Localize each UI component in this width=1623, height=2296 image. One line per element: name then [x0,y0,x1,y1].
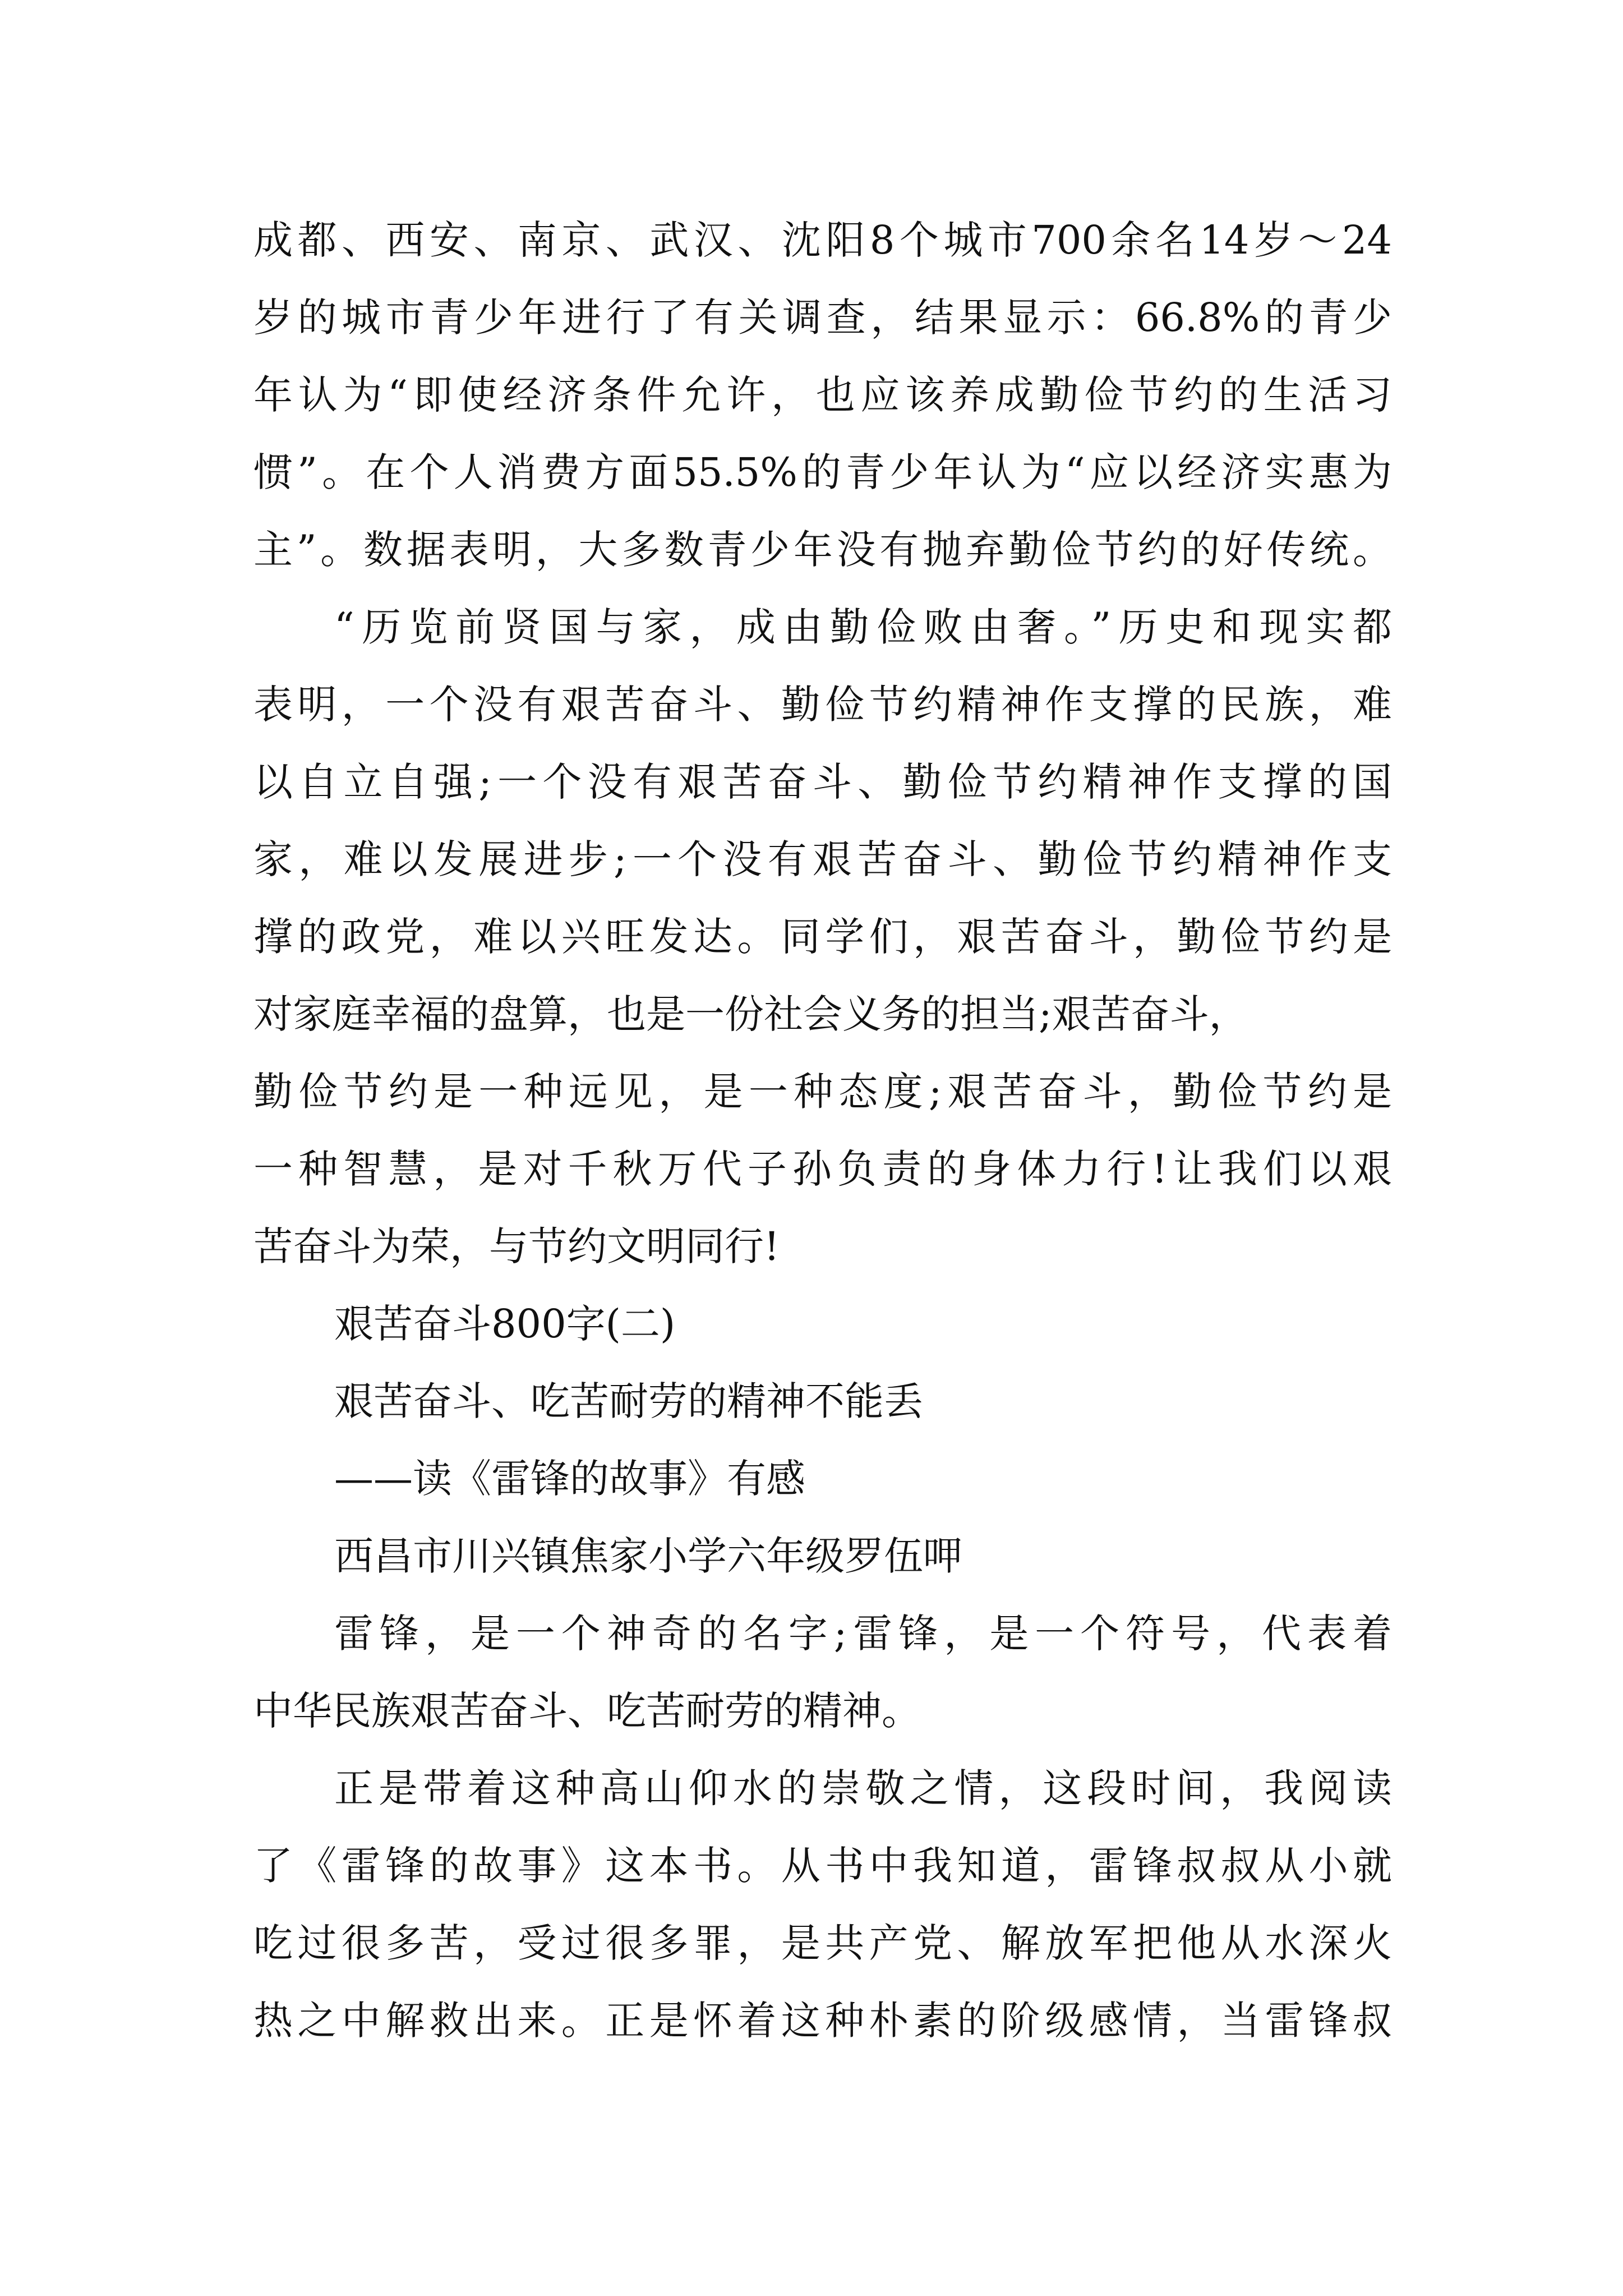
paragraph-line: 了《雷锋的故事》这本书。从书中我知道，雷锋叔叔从小就 [253,1843,1392,1889]
paragraph-line: 苦奋斗为荣，与节约文明同行! [253,1223,780,1269]
paragraph-line: 年认为“即使经济条件允许，也应该养成勤俭节约的生活习 [253,372,1392,418]
paragraph-line: 中华民族艰苦奋斗、吃苦耐劳的精神。 [253,1688,921,1734]
article-title: 艰苦奋斗、吃苦耐劳的精神不能丢 [334,1378,923,1424]
paragraph-line: 一种智慧，是对千秋万代子孙负责的身体力行!让我们以艰 [253,1146,1392,1192]
paragraph-line: 岁的城市青少年进行了有关调查，结果显示：66.8%的青少 [253,295,1392,341]
paragraph-line: 成都、西安、南京、武汉、沈阳8个城市700余名14岁～24 [253,217,1392,263]
article-author: 西昌市川兴镇焦家小学六年级罗伍呷 [334,1533,962,1579]
paragraph-line: 吃过很多苦，受过很多罪，是共产党、解放军把他从水深火 [253,1920,1392,1966]
section-heading: 艰苦奋斗800字(二) [334,1301,676,1347]
paragraph-line: 表明，一个没有艰苦奋斗、勤俭节约精神作支撑的民族，难 [253,682,1392,728]
paragraph-line: 对家庭幸福的盘算，也是一份社会义务的担当;艰苦奋斗， [253,991,1248,1037]
paragraph-line: 惯”。在个人消费方面55.5%的青少年认为“应以经济实惠为 [253,449,1392,495]
paragraph-line: 主”。数据表明，大多数青少年没有抛弃勤俭节约的好传统。 [253,527,1392,573]
paragraph-line: 雷锋，是一个神奇的名字;雷锋，是一个符号，代表着 [334,1611,1392,1657]
paragraph-line: 正是带着这种高山仰水的崇敬之情，这段时间，我阅读 [334,1765,1392,1811]
paragraph-line: 热之中解救出来。正是怀着这种朴素的阶级感情，当雷锋叔 [253,1998,1392,2044]
paragraph-line: 勤俭节约是一种远见，是一种态度;艰苦奋斗，勤俭节约是 [253,1069,1392,1115]
paragraph-line: “历览前贤国与家，成由勤俭败由奢。”历史和现实都 [334,604,1392,650]
article-subtitle: ——读《雷锋的故事》有感 [334,1456,805,1502]
paragraph-line: 撑的政党，难以兴旺发达。同学们，艰苦奋斗，勤俭节约是 [253,914,1392,960]
paragraph-line: 以自立自强;一个没有艰苦奋斗、勤俭节约精神作支撑的国 [253,759,1392,805]
paragraph-line: 家，难以发展进步;一个没有艰苦奋斗、勤俭节约精神作支 [253,836,1392,882]
